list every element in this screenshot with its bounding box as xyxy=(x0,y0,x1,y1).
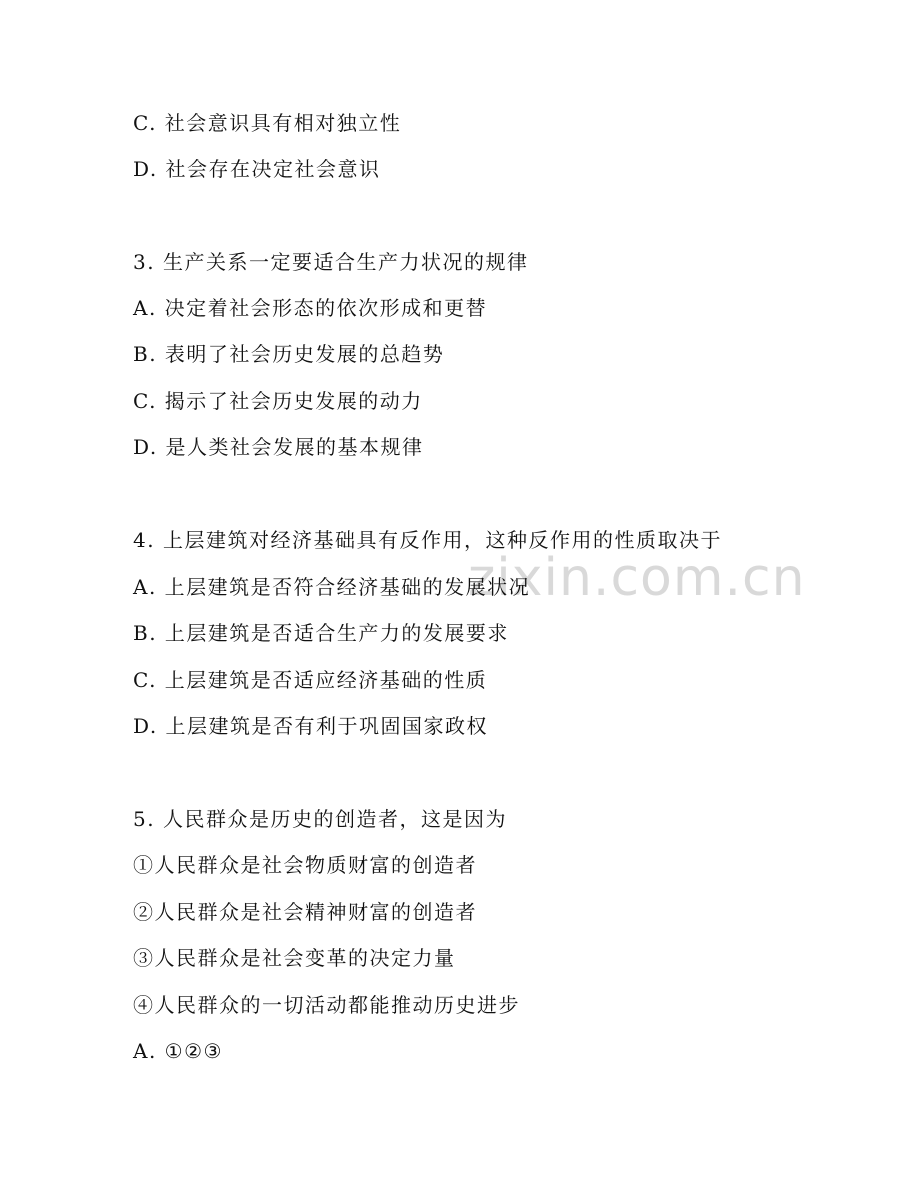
q5-stem: 5. 人民群众是历史的创造者，这是因为 xyxy=(133,807,507,831)
q4-option-a: A. 上层建筑是否符合经济基础的发展状况 xyxy=(133,575,531,599)
q5-option-a: A. ①②③ xyxy=(133,1039,223,1063)
q3-option-d: D. 是人类社会发展的基本规律 xyxy=(133,435,424,459)
q3-option-b: B. 表明了社会历史发展的总趋势 xyxy=(133,342,445,366)
q3-stem: 3. 生产关系一定要适合生产力状况的规律 xyxy=(133,250,529,274)
q3-option-a: A. 决定着社会形态的依次形成和更替 xyxy=(133,296,488,320)
q5-statement-2: ②人民群众是社会精神财富的创造者 xyxy=(133,900,477,924)
q5-statement-4: ④人民群众的一切活动都能推动历史进步 xyxy=(133,993,520,1017)
q4-option-c: C. 上层建筑是否适应经济基础的性质 xyxy=(133,668,488,692)
q5-statement-3: ③人民群众是社会变革的决定力量 xyxy=(133,946,456,970)
q4-stem: 4. 上层建筑对经济基础具有反作用，这种反作用的性质取决于 xyxy=(133,528,722,552)
q2-option-c: C. 社会意识具有相对独立性 xyxy=(133,111,402,135)
q4-option-d: D. 上层建筑是否有利于巩固国家政权 xyxy=(133,714,489,738)
q5-statement-1: ①人民群众是社会物质财富的创造者 xyxy=(133,853,477,877)
watermark: zixin.com.cn xyxy=(468,548,806,608)
q4-option-b: B. 上层建筑是否适合生产力的发展要求 xyxy=(133,621,509,645)
q3-option-c: C. 揭示了社会历史发展的动力 xyxy=(133,389,423,413)
q2-option-d: D. 社会存在决定社会意识 xyxy=(133,157,381,181)
